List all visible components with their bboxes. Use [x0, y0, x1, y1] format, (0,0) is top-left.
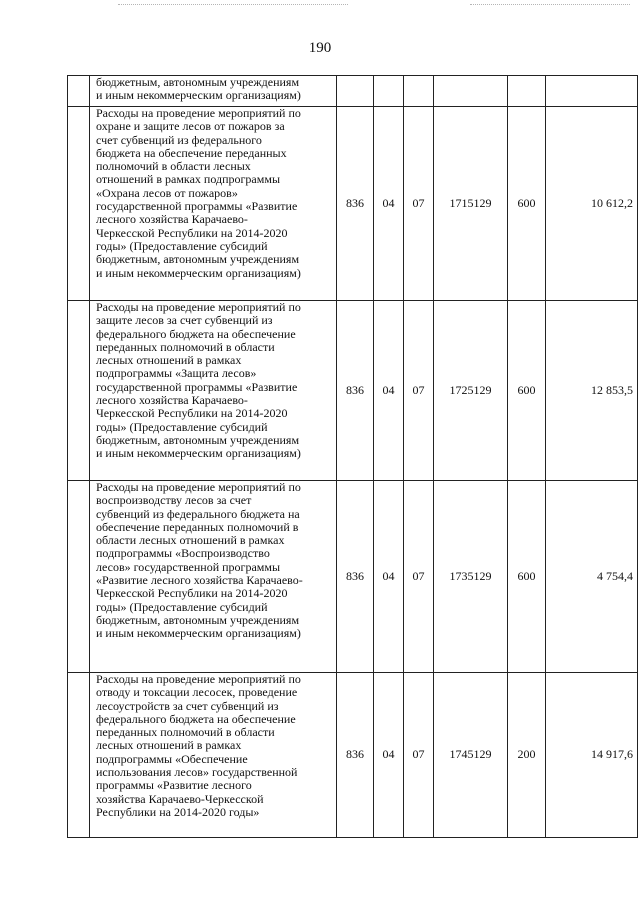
- expense-name-cell: [90, 107, 337, 301]
- section-code-cell: 04: [374, 673, 404, 838]
- expense-type-cell: 600: [508, 107, 546, 301]
- subsection-code-cell: [404, 76, 434, 107]
- expense-name: Расходы на проведение мероприятий по защите лесов за счет субвенций из федерального бюджета на обеспечение переданных полномочий в области лесных отношений в рамках подпрограммы «Защита лесов» государственной программы «Развитие лесного хозяйства Карачаево- Черкесской Республики на 2014-2020 годы» (Предоставление субсидий бюджетным, автономным учреждениям и иным некоммерческим организациям): [96, 300, 301, 461]
- row-number-cell: [68, 673, 90, 838]
- target-article-cell: 1735129: [434, 481, 508, 673]
- target-article-cell: 1715129: [434, 107, 508, 301]
- ministry-code-cell: 836: [337, 301, 374, 481]
- target-article-cell: [434, 76, 508, 107]
- page-number: 190: [308, 40, 332, 56]
- section-code-cell: 04: [374, 481, 404, 673]
- expense-type-cell: [508, 76, 546, 107]
- row-number-cell: [68, 76, 90, 107]
- expense-type-cell: 600: [508, 481, 546, 673]
- amount-cell: 12 853,5: [546, 301, 638, 481]
- table-row: [68, 107, 638, 301]
- expense-name-cell: [90, 481, 337, 673]
- expense-name: Расходы на проведение мероприятий по отводу и токсации лесосек, проведение лесоустройств за счет субвенций из федерального бюджета на обеспечение переданных полномочий в области лесных отношений в рамках подпрограммы «Обеспечение использования лесов» государственной программы «Развитие лесного хозяйства Карачаево-Черкесской Республики на 2014-2020 годы»: [96, 672, 301, 819]
- target-article-cell: 1725129: [434, 301, 508, 481]
- ministry-code-cell: [337, 76, 374, 107]
- amount-cell: 14 917,6: [546, 673, 638, 838]
- subsection-code-cell: 07: [404, 673, 434, 838]
- scan-noise-right: [470, 4, 630, 13]
- expense-name: Расходы на проведение мероприятий по охране и защите лесов от пожаров за счет субвенций из федерального бюджета на обеспечение переданных полномочий в области лесных отношений в рамках подпрограммы «Охрана лесов от пожаров» государственной программы «Развитие лесного хозяйства Карачаево- Черкесской Республики на 2014-2020 годы» (Предоставление субсидий бюджетным, автономным учреждениям и иным некоммерческим организациям): [96, 106, 301, 280]
- expense-name-cell: [90, 301, 337, 481]
- expense-name-cell: [90, 76, 337, 107]
- ministry-code-cell: 836: [337, 481, 374, 673]
- table-row: [68, 301, 638, 481]
- row-number-cell: [68, 301, 90, 481]
- section-code-cell: 04: [374, 107, 404, 301]
- section-code-cell: [374, 76, 404, 107]
- table-row: [68, 673, 638, 838]
- subsection-code-cell: 07: [404, 301, 434, 481]
- row-number-cell: [68, 107, 90, 301]
- table-row: [68, 481, 638, 673]
- amount-cell: 4 754,4: [546, 481, 638, 673]
- expense-name: бюджетным, автономным учреждениям и иным некоммерческим организациям): [96, 75, 301, 103]
- amount-cell: [546, 76, 638, 107]
- ministry-code-cell: 836: [337, 673, 374, 838]
- expense-type-cell: 200: [508, 673, 546, 838]
- ministry-code-cell: 836: [337, 107, 374, 301]
- row-number-cell: [68, 481, 90, 673]
- amount-cell: 10 612,2: [546, 107, 638, 301]
- expense-name-cell: [90, 673, 337, 838]
- table-row: [68, 76, 638, 107]
- subsection-code-cell: 07: [404, 481, 434, 673]
- section-code-cell: 04: [374, 301, 404, 481]
- expense-name: Расходы на проведение мероприятий по воспроизводству лесов за счет субвенций из федерального бюджета на обеспечение переданных полномочий в области лесных отношений в рамках подпрограммы «Воспроизводство лесов» государственной программы «Развитие лесного хозяйства Карачаево- Черкесской Республики на 2014-2020 годы» (Предоставление субсидий бюджетным, автономным учреждениям и иным некоммерческим организациям): [96, 480, 303, 641]
- scan-noise-left: [118, 4, 348, 13]
- expense-type-cell: 600: [508, 301, 546, 481]
- target-article-cell: 1745129: [434, 673, 508, 838]
- subsection-code-cell: 07: [404, 107, 434, 301]
- budget-table: [67, 75, 638, 838]
